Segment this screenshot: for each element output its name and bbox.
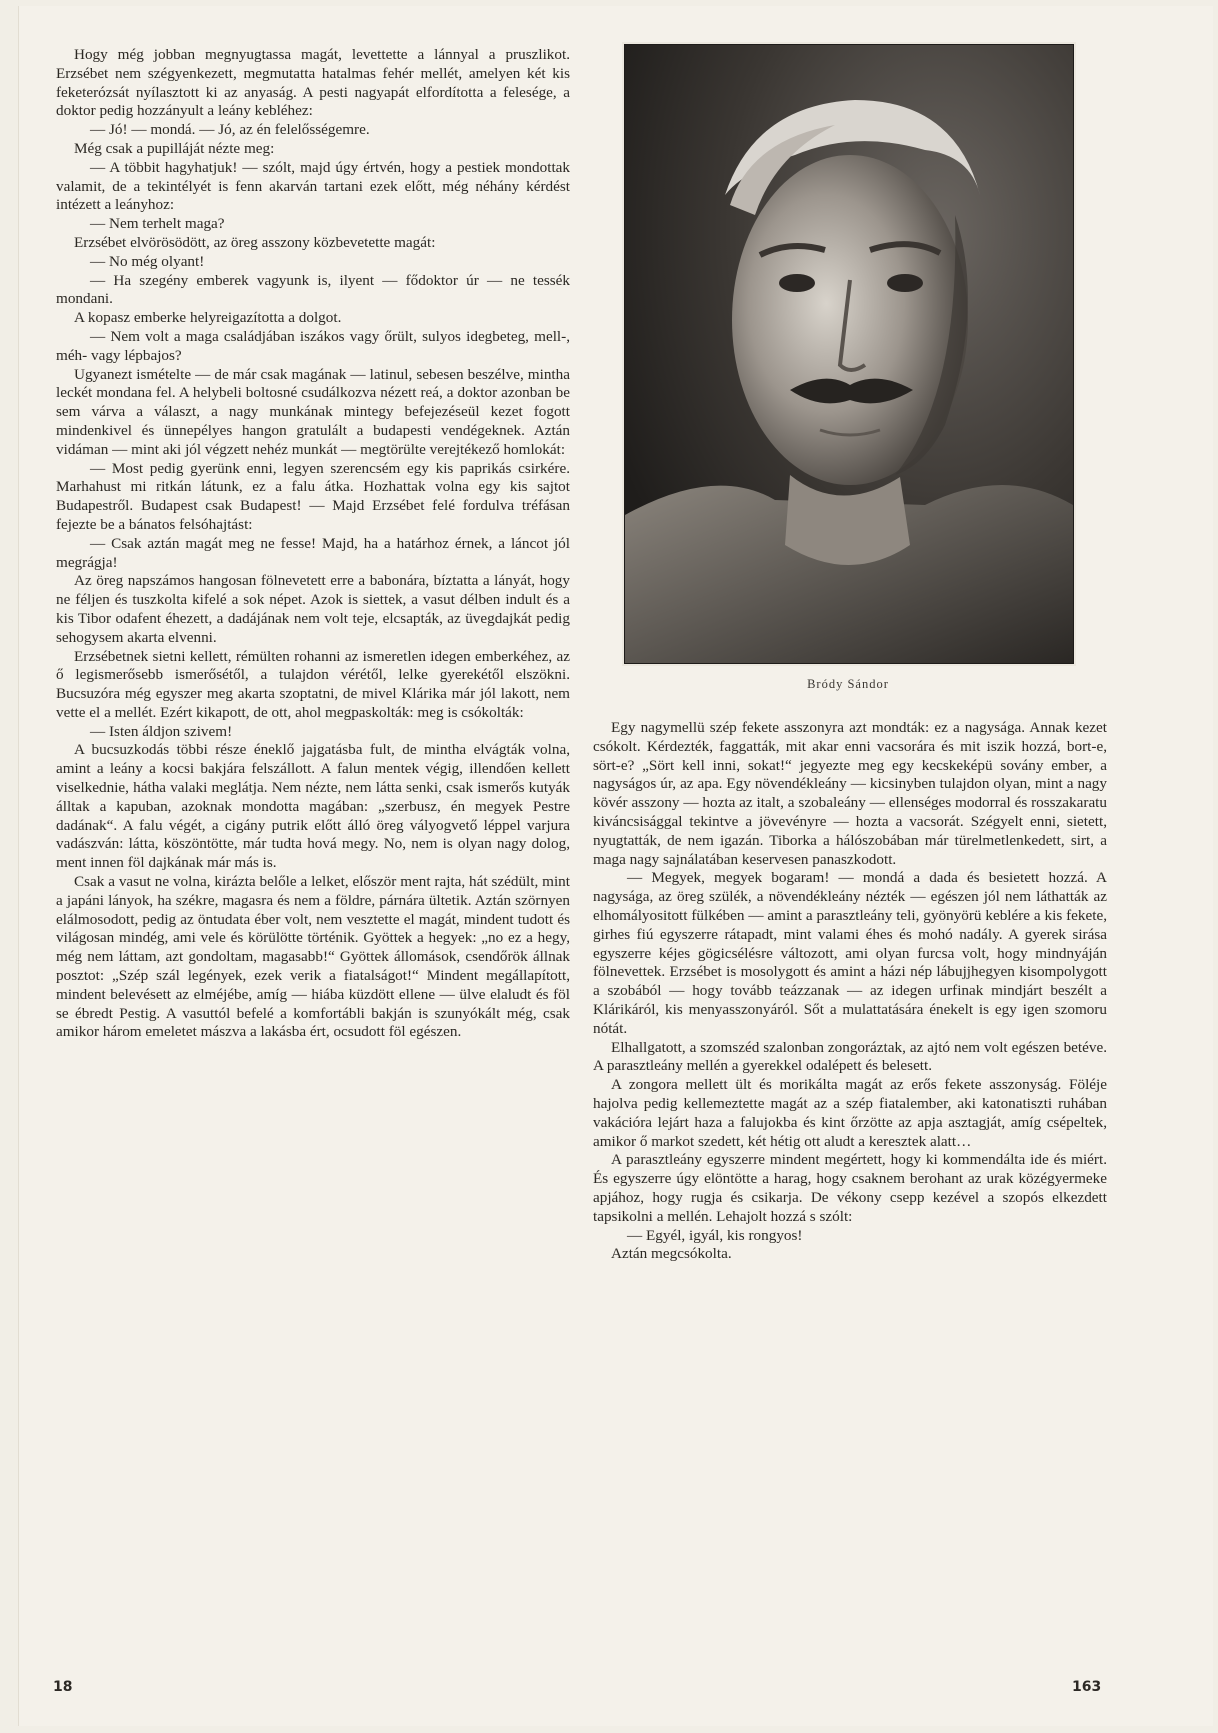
paragraph: Erzsébetnek sietni kellett, rémülten rohanni az ismeretlen idegen emberkéhez, az ő legismerősebb ismerősétől, a tulajdon vérétől, lelke gyerekétől elszökni. Bucsuzóra még egyszer meg akarta szoptatni, de mivel Klárika már jól lakott, nem vette el a mellét. Ezért kikapott, de ott, ahol megpaskolták: meg is csókolták: [56,647,570,721]
paragraph: A kopasz emberke helyreigazította a dolgot. [74,309,342,327]
paragraph: — No még olyant! [90,252,205,270]
right-text-column [593,719,1107,1264]
paragraph: Ugyanezt ismételte — de már csak magának — latinul, sebesen beszélve, mintha leckét mondana fel. A helybeli boltosné csudálkozva nézett reá, a doktor azonban be sem várva a választ, a nagy munkának mintegy befejezéseül kezet fogott mindenkivel és ünnepélyes hangon gratulált a budapesti vendégeknek. Aztán vidáman — mint aki jól végzett nehéz munkát — megtörülte verejtékező homlokát: [56,365,570,458]
photo-caption: Bródy Sándor [807,677,889,691]
paragraph: — Csak aztán magát meg ne fesse! Majd, ha a határhoz érnek, a láncot jól megrágja! [56,534,570,571]
paragraph: — Ha szegény emberek vagyunk is, ilyent — fődoktor úr — ne tessék mondani. [56,271,570,308]
paragraph: — A többit hagyhatjuk! — szólt, majd úgy értvén, hogy a pestiek mondottak valamit, de a tekintélyét is fenn akarván tartani ezek előtt, még néhány kérdést intézett a leányhoz: [56,158,570,214]
paragraph: — Jó! — mondá. — Jó, az én felelősségemre. [90,121,370,139]
portrait-photo [624,44,1074,664]
paragraph: A bucsuzkodás többi része éneklő jajgatásba fult, de mintha elvágták volna, amint a leány a kocsi bakjára felszállott. A falun mentek végig, illendően kellett viselkednie, hátha valaki meglátja. Nem nézte, nem látta senki, csak ismerős kutyák álltak a kapuban, azoknak mondotta magában: „szerbusz, én megyek Pestre dadának“. A falu végét, a cigány putrik előtt álló öreg vályogvető léppel varjura vadászván: látta, köszöntötte, már tudta hová megy. No, nem is olyan nagy dolog, ment innen föl dajkának már más is. [56,741,570,872]
page-number-left: 18 [53,1679,73,1695]
paragraph: — Megyek, megyek bogaram! — mondá a dada és besietett hozzá. A nagysága, az öreg szülék, a növendékleány nézték — egészen jól nem láthatták az elhomályositott fülkében — amint a parasztleány teli, gyönyörü keblére a kis fekete, girhes fiú egyszerre rátapadt, mint valami éhes és mohó nadály. A gyerek sirása egyszerre kéjes gögicsélésre változott, ami olyan furcsa volt, hogy mindnyáján fölnevettek. Erzsébet is mosolygott és amint a házi nép lábujjhegyen kisompolygott a szobából — hogy tovább teázzanak — az idegen urfinak mindjárt beszélt a Klárikáról, kis menyasszonyáról. Sőt a mulattatására énekelt is egy igen szomoru nótát. [593,869,1107,1037]
paragraph: Csak a vasut ne volna, kirázta belőle a lelket, először ment rajta, hát szédült, mint a japáni lányok, ha székre, magasra és nem a földre, párnára ültetik. Aztán szörnyen elálmosodott, pedig az öntudata éber volt, nem vesztette el magát, mindent tudott és világosan mindég, ami vele és körülötte történik. Gyöttek a hegyek: „no ez a hegy, még nem láttam, azt gondoltam, magasabb!“ Gyöttek állomások, csendőrök állnak posztot: „Szép szál legények, ezek verik a fiatalságot!“ Mindent megállapított, mindent belevésett az elméjébe, amíg — hiába küzdött ellene — ülve elaludt és föl se ébredt Pestig. A vasuttól befelé a komfortábli bakján is szunyókált még, csak amikor három emeletet mászva a lakásba ért, ocsudott föl egészen. [56,873,570,1041]
paragraph: — Egyél, igyál, kis rongyos! [627,1226,803,1244]
left-text-column [56,46,570,1042]
paragraph: Aztán megcsókolta. [611,1245,732,1263]
page-number-right: 163 [1072,1679,1102,1695]
paragraph: Elhallgatott, a szomszéd szalonban zongoráztak, az ajtó nem volt egészen betéve. A parasztleány mellén a gyerekkel odalépett és belesett. [593,1038,1107,1075]
paragraph: A parasztleány egyszerre mindent megértett, hogy ki kommendálta ide és miért. És egyszerre úgy elöntötte a harag, hogy csaknem berohant az urak közégyermeke apjához, hogy rugja és csikarja. De vékony csepp kezével a szopós elkezdett tapsikolni a mellén. Lehajolt hozzá s szólt: [593,1151,1107,1225]
paragraph: — Nem terhelt maga? [90,215,225,233]
paragraph: Erzsébet elvörösödött, az öreg asszony közbevetette magát: [74,233,436,251]
paragraph: A zongora mellett ült és morikálta magát az erős fekete asszonyság. Föléje hajolva pedig kellemeztette magát az a szép fiatalember, aki katonatiszti ruhában vakációra lejárt haza a falujokba és kint őrzötte az apja asztagját, amíg csépeltek, amikor ő markot szedett, két hétig ott aludt a keresztek alatt… [593,1076,1107,1150]
paragraph: — Isten áldjon szivem! [90,722,233,740]
paragraph: Az öreg napszámos hangosan fölnevetett erre a babonára, bíztatta a lányát, hogy ne féljen és tuszkolta kifelé a sok népet. Azok is siettek, a vasut délben indult és a kis Tibor odafent éhezett, a dadájának nem volt teje, elcsapták, az üvegdajkát pedig sehogysem akarta elvenni. [56,572,570,646]
paragraph: Hogy még jobban megnyugtassa magát, levettette a lánnyal a pruszlikot. Erzsébet nem szégyenkezett, megmutatta hatalmas fehér mellét, amelyen két kis feketerózsát nyílasztott ki az anyaság. A pesti nagyapát elfordította a felesége, a doktor pedig hozzányult a leány kebléhez: [56,46,570,120]
paragraph: — Nem volt a maga családjában iszákos vagy őrült, sulyos idegbeteg, mell-, méh- vagy lépbajos? [56,327,570,364]
paragraph: — Most pedig gyerünk enni, legyen szerencsém egy kis paprikás csirkére. Marhahust mi ritkán látunk, ez a falu átka. Hozhattak volna egy kis sajtot Budapestről. Budapest csak Budapest! — Majd Erzsébet felé fordulva tréfásan fejezte be a bánatos felsóhajtást: [56,459,570,533]
paragraph: Egy nagymellü szép fekete asszonyra azt mondták: ez a nagysága. Annak kezet csókolt. Kérdezték, faggatták, mit akar enni vacsorára és mit iszik hozzá, bort-e, sört-e? „Sört kell inni, sokat!“ jegyezte meg egy kecskeképü sovány ember, a nagyságos úr, az apa. Egy növendékleány — kicsinyben tulajdon olyan, mint a nagy kövér asszony — hozta az italt, a szobaleány — ellenséges modorral és rosszakaratu kiváncsisággal tekintve a jövevényre — hozta a vacsorát. Szégyelt enni, sietett, nyugtatták, de nem igazán. Tiborka a hálószobában már türelmetlenkedett, sirt, a maga nagy sajnálatában keservesen panaszkodott. [593,719,1107,868]
portrait-image [625,45,1073,663]
paragraph: Még csak a pupilláját nézte meg: [74,139,275,157]
